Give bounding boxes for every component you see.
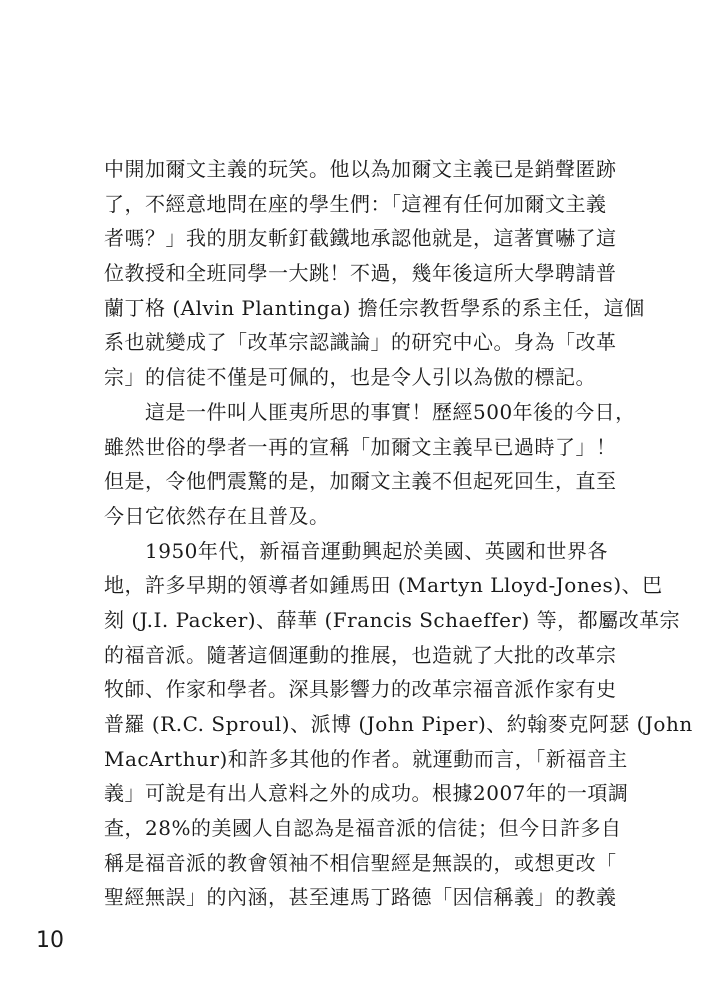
text-line: 刻 (J.I. Packer)、薛華 (Francis Schaeffer) 等，都屬改革宗 <box>104 607 681 632</box>
body-text <box>104 152 693 915</box>
page-number: 10 <box>36 928 64 953</box>
text-line: 雖然世俗的學者一再的宣稱「加爾文主義早已過時了」！ <box>104 434 617 459</box>
text-line: 查，28%的美國人自認為是福音派的信徒；但今日許多自 <box>104 816 622 841</box>
text-line: 牧師、作家和學者。深具影響力的改革宗福音派作家有史 <box>104 677 617 702</box>
text-line: 1950年代，新福音運動興起於美國、英國和世界各 <box>104 538 608 563</box>
text-line: 稱是福音派的教會領袖不相信聖經是無誤的，或想更改「 <box>104 850 617 875</box>
text-line: 地，許多早期的領導者如鍾馬田 (Martyn Lloyd-Jones)、巴 <box>104 573 663 598</box>
text-line: 聖經無誤」的內涵，甚至連馬丁路德「因信稱義」的教義 <box>104 885 617 910</box>
text-line: 宗」的信徒不僅是可佩的，也是令人引以為傲的標記。 <box>104 365 596 390</box>
text-line: 普羅 (R.C. Sproul)、派博 (John Piper)、約翰麥克阿瑟 (John <box>104 712 693 736</box>
text-line: 的福音派。隨著這個運動的推展，也造就了大批的改革宗 <box>104 642 617 667</box>
text-line: 了，不經意地問在座的學生們：「這裡有任何加爾文主義 <box>104 191 607 216</box>
text-line: 系也就變成了「改革宗認識論」的研究中心。身為「改革 <box>104 330 617 355</box>
text-line: 位教授和全班同學一大跳！不過，幾年後這所大學聘請普 <box>104 261 617 286</box>
text-line: 蘭丁格 (Alvin Plantinga) 擔任宗教哲學系的系主任，這個 <box>104 295 645 320</box>
text-line: 這是一件叫人匪夷所思的事實！歷經500年後的今日， <box>104 399 636 424</box>
text-line: MacArthur)和許多其他的作者。就運動而言，「新福音主 <box>104 746 628 771</box>
text-line: 者嗎？」我的朋友斬釘截鐵地承認他就是，這著實嚇了這 <box>104 226 617 251</box>
text-line: 義」可說是有出人意料之外的成功。根據2007年的一項調 <box>104 781 629 806</box>
text-line: 但是，令他們震驚的是，加爾文主義不但起死回生，直至 <box>104 469 617 494</box>
text-line: 今日它依然存在且普及。 <box>104 503 330 528</box>
text-line: 中開加爾文主義的玩笑。他以為加爾文主義已是銷聲匿跡 <box>104 157 617 181</box>
